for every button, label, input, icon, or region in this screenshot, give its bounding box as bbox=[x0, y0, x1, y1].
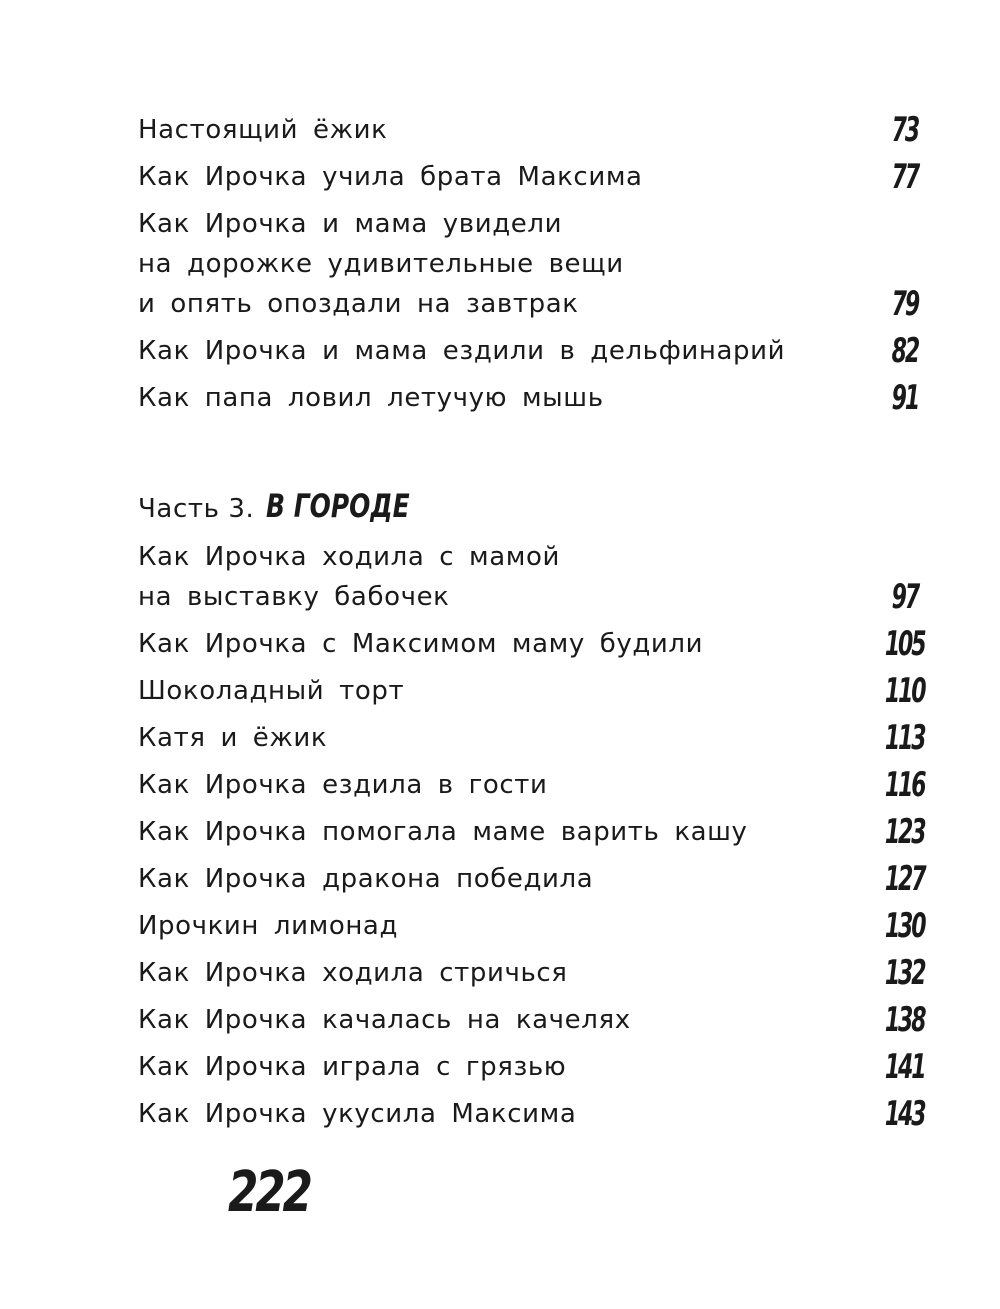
toc-entry[interactable] bbox=[138, 1000, 925, 1040]
toc-list-part2-tail bbox=[138, 110, 918, 418]
toc-entry-title: Как Ирочка ходила с мамой bbox=[138, 542, 560, 572]
toc-entry-last-line bbox=[138, 624, 925, 664]
toc-entry-title: Как Ирочка качалась на качелях bbox=[138, 1005, 631, 1035]
toc-entry[interactable] bbox=[138, 1047, 925, 1087]
toc-entry[interactable] bbox=[138, 718, 925, 758]
toc-entry[interactable] bbox=[138, 110, 918, 150]
toc-entry-last-line bbox=[138, 378, 918, 418]
toc-entry-title: Как Ирочка играла с грязью bbox=[138, 1052, 567, 1082]
dot-leader bbox=[414, 906, 842, 946]
toc-entry-line bbox=[138, 204, 918, 244]
toc-list-part3 bbox=[138, 537, 925, 1134]
toc-entry-title: Ирочкин лимонад bbox=[138, 911, 399, 941]
toc-entry-page-number: 82 bbox=[891, 331, 918, 371]
toc-entry-last-line bbox=[138, 953, 925, 993]
toc-entry-title: Как Ирочка учила брата Максима bbox=[138, 162, 643, 192]
toc-entry[interactable] bbox=[138, 765, 925, 805]
toc-entry-page-number: 141 bbox=[884, 1047, 925, 1087]
section-title: В ГОРОДЕ bbox=[266, 487, 411, 525]
toc-entry-last-line bbox=[138, 812, 925, 852]
toc-entry-last-line bbox=[138, 765, 925, 805]
dot-leader bbox=[719, 624, 842, 664]
dot-leader bbox=[465, 577, 842, 617]
toc-entry[interactable] bbox=[138, 1094, 925, 1134]
toc-entry-page-number: 132 bbox=[884, 953, 925, 993]
toc-entry[interactable] bbox=[138, 906, 925, 946]
dot-leader bbox=[659, 157, 842, 197]
toc-entry-last-line bbox=[138, 331, 918, 371]
toc-entry-title: Настоящий ёжик bbox=[138, 115, 388, 145]
toc-entry[interactable] bbox=[138, 953, 925, 993]
toc-entry-last-line bbox=[138, 859, 925, 899]
toc-entry-line bbox=[138, 537, 918, 577]
toc-entry[interactable] bbox=[138, 537, 918, 617]
toc-entry-title: Как Ирочка и мама увидели bbox=[138, 209, 563, 239]
dot-leader bbox=[647, 1000, 842, 1040]
dot-leader bbox=[582, 1047, 842, 1087]
page-number-folio: 222 bbox=[228, 1160, 310, 1225]
toc-entry-last-line bbox=[138, 577, 918, 617]
dot-leader bbox=[584, 953, 842, 993]
dot-leader bbox=[592, 1094, 842, 1134]
toc-entry-line bbox=[138, 244, 918, 284]
toc-entry-page-number: 91 bbox=[891, 378, 918, 418]
toc-entry-last-line bbox=[138, 1094, 925, 1134]
toc-entry-page-number: 116 bbox=[884, 765, 925, 805]
toc-entry-page-number: 123 bbox=[884, 812, 925, 852]
toc-entry-page-number: 97 bbox=[891, 577, 918, 617]
toc-entry-last-line bbox=[138, 1000, 925, 1040]
toc-entry[interactable] bbox=[138, 331, 918, 371]
toc-entry-page-number: 138 bbox=[884, 1000, 925, 1040]
toc-entry-last-line bbox=[138, 157, 918, 197]
toc-entry-last-line bbox=[138, 110, 918, 150]
dot-leader bbox=[403, 110, 842, 150]
toc-entry-title: и опять опоздали на завтрак bbox=[138, 289, 579, 319]
toc-entry-title: Как Ирочка с Максимом маму будили bbox=[138, 629, 704, 659]
toc-entry-title: Шоколадный торт bbox=[138, 676, 405, 706]
toc-entry-last-line bbox=[138, 284, 918, 324]
toc-entry-page-number: 105 bbox=[884, 624, 925, 664]
dot-leader bbox=[620, 378, 842, 418]
toc-entry[interactable] bbox=[138, 157, 918, 197]
toc-entry-page-number: 77 bbox=[891, 157, 918, 197]
toc-entry-page-number: 127 bbox=[884, 859, 925, 899]
toc-entry-title: на дорожке удивительные вещи bbox=[138, 249, 624, 279]
toc-entry-page-number: 79 bbox=[891, 284, 918, 324]
toc-entry[interactable] bbox=[138, 812, 925, 852]
section-heading bbox=[138, 487, 451, 525]
dot-leader bbox=[764, 812, 842, 852]
toc-entry[interactable] bbox=[138, 859, 925, 899]
toc-entry-title: Как Ирочка помогала маме варить кашу bbox=[138, 817, 748, 847]
toc-entry-page-number: 143 bbox=[884, 1094, 925, 1134]
toc-entry-title: Как Ирочка ездила в гости bbox=[138, 770, 548, 800]
toc-entry-title: Как Ирочка дракона победила bbox=[138, 864, 594, 894]
dot-leader bbox=[564, 765, 843, 805]
toc-entry-title: Как Ирочка укусила Максима bbox=[138, 1099, 577, 1129]
dot-leader bbox=[343, 718, 842, 758]
toc-entry-page-number: 73 bbox=[891, 110, 918, 150]
toc-entry-title: Как папа ловил летучую мышь bbox=[138, 383, 604, 413]
toc-entry-page-number: 110 bbox=[884, 671, 925, 711]
toc-entry-last-line bbox=[138, 718, 925, 758]
toc-entry-title: Катя и ёжик bbox=[138, 723, 328, 753]
dot-leader bbox=[801, 331, 842, 371]
toc-entry[interactable] bbox=[138, 624, 925, 664]
toc-entry-last-line bbox=[138, 906, 925, 946]
toc-entry-last-line bbox=[138, 671, 925, 711]
section-prefix: Часть 3. bbox=[138, 494, 255, 524]
toc-entry[interactable] bbox=[138, 204, 918, 324]
toc-entry-title: на выставку бабочек bbox=[138, 582, 450, 612]
toc-entry-page-number: 113 bbox=[884, 718, 925, 758]
toc-entry-last-line bbox=[138, 1047, 925, 1087]
dot-leader bbox=[595, 284, 842, 324]
toc-entry-title: Как Ирочка ходила стричься bbox=[138, 958, 568, 988]
dot-leader bbox=[420, 671, 842, 711]
toc-entry[interactable] bbox=[138, 378, 918, 418]
dot-leader bbox=[609, 859, 842, 899]
toc-entry-title: Как Ирочка и мама ездили в дельфинарий bbox=[138, 336, 786, 366]
toc-entry-page-number: 130 bbox=[884, 906, 925, 946]
toc-entry[interactable] bbox=[138, 671, 925, 711]
